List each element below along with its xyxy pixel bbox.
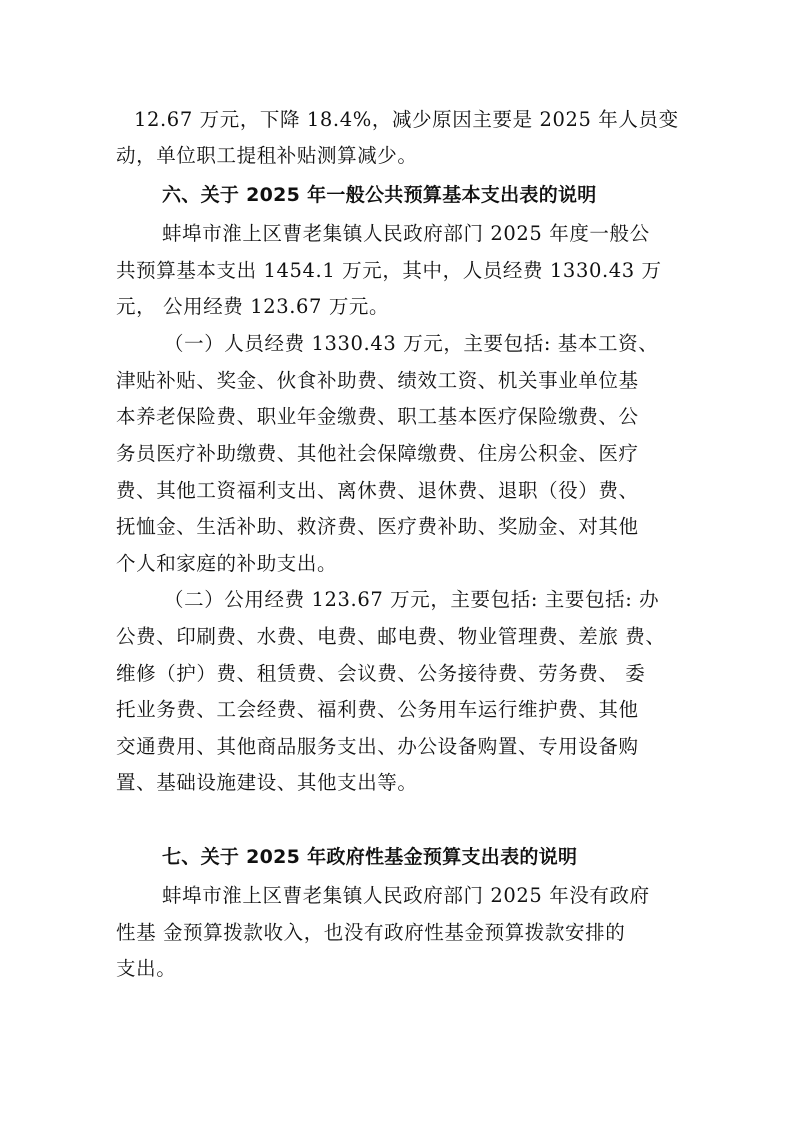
paragraph-line: 12.67 万元，下降 18.4%，减少原因主要是 2025 年人员变 (134, 108, 679, 131)
paragraph-line: 共预算基本支出 1454.1 万元，其中，人员经费 1330.43 万 (116, 259, 662, 282)
paragraph-line: 动，单位职工提租补贴测算减少。 (116, 144, 418, 167)
section-heading-7: 七、关于 2025 年政府性基金预算支出表的说明 (162, 846, 578, 868)
paragraph-line: 务员医疗补助缴费、其他社会保障缴费、住房公积金、医疗 (116, 442, 639, 465)
paragraph-line: 维修（护）费、租赁费、会议费、公务接待费、劳务费、 委 (116, 662, 646, 685)
paragraph-line: 抚恤金、生活补助、救济费、医疗费补助、奖励金、对其他 (116, 515, 639, 538)
paragraph-line: 元， 公用经费 123.67 万元。 (116, 295, 390, 318)
paragraph-line: 费、其他工资福利支出、离休费、退休费、退职（役）费、 (116, 479, 639, 502)
paragraph-line: （二）公用经费 123.67 万元，主要包括: 主要包括: 办 (164, 588, 660, 611)
paragraph-line: 托业务费、工会经费、福利费、公务用车运行维护费、其他 (116, 698, 639, 721)
paragraph-line: 性基 金预算拨款收入，也没有政府性基金预算拨款安排的 (116, 921, 626, 944)
paragraph-line: （一）人员经费 1330.43 万元，主要包括: 基本工资、 (164, 332, 659, 355)
paragraph-line: 蚌埠市淮上区曹老集镇人民政府部门 2025 年度一般公 (162, 222, 650, 245)
paragraph-line: 公费、印刷费、水费、电费、邮电费、物业管理费、差旅 费、 (116, 625, 666, 648)
paragraph-line: 交通费用、其他商品服务支出、办公设备购置、专用设备购 (116, 735, 639, 758)
paragraph-line: 蚌埠市淮上区曹老集镇人民政府部门 2025 年没有政府 (162, 884, 650, 907)
paragraph-line: 置、基础设施建设、其他支出等。 (116, 771, 418, 794)
section-heading-6: 六、关于 2025 年一般公共预算基本支出表的说明 (162, 184, 597, 206)
paragraph-line: 个人和家庭的补助支出。 (116, 552, 338, 575)
paragraph-line: 支出。 (116, 957, 177, 980)
paragraph-line: 津贴补贴、奖金、伙食补助费、绩效工资、机关事业单位基 (116, 369, 639, 392)
paragraph-line: 本养老保险费、职业年金缴费、职工基本医疗保险缴费、公 (116, 405, 639, 428)
